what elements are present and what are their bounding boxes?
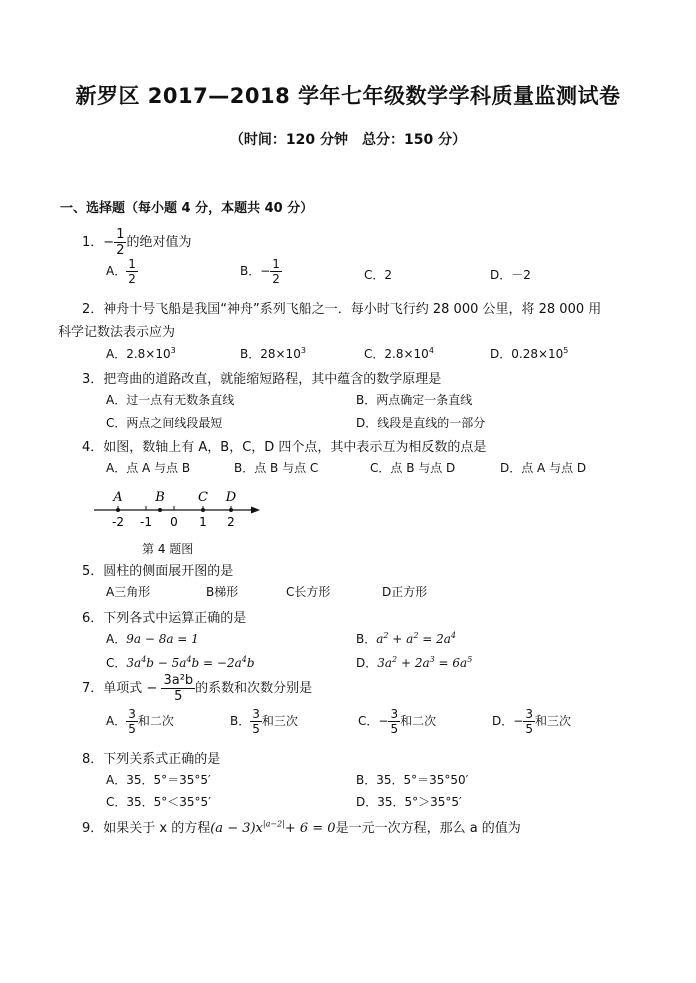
question-5: 5．圆柱的侧面展开图的是 xyxy=(82,564,234,579)
q6-option-b: B．$a^2 + a^2 = 2a^4$ xyxy=(356,631,456,646)
q1-option-b: B．− $\frac{1}{2}$ xyxy=(240,257,280,286)
q5-option-b: B梯形 xyxy=(206,585,239,599)
point-label-a: A xyxy=(113,490,123,505)
point-d-dot xyxy=(229,508,233,512)
q6-option-d: D．$3a^2 + 2a^3 = 6a^5$ xyxy=(356,655,473,670)
tick-label: 1 xyxy=(199,515,207,529)
q1-option-d: D．－2 xyxy=(490,268,531,282)
q7-option-c: C．− $\frac{3}{5}$ 和二次 xyxy=(358,707,437,736)
q4-option-b: B．点 B 与点 C xyxy=(234,461,319,475)
q7-option-d: D．− $\frac{3}{5}$ 和三次 xyxy=(492,707,571,736)
arrow-icon xyxy=(251,507,260,514)
question-8: 8．下列关系式正确的是 xyxy=(82,752,221,767)
q7-option-a: A． $\frac{3}{5}$ 和二次 xyxy=(106,707,174,736)
tick-label: 2 xyxy=(227,515,235,529)
number-line-figure xyxy=(88,486,268,534)
point-label-d: D xyxy=(225,490,237,505)
tick-label: 0 xyxy=(170,515,178,529)
question-number: 1． xyxy=(82,235,104,250)
q8-option-a: A．35．5°＝35°5′ xyxy=(106,773,211,787)
q1-option-a: A． $\frac{1}{2}$ xyxy=(106,257,136,286)
exam-title: 新罗区 2017—2018 学年七年级数学学科质量监测试卷 xyxy=(75,84,621,108)
q2-option-c: C．$2.8\times 10^4$ xyxy=(364,346,434,361)
q5-option-a: A三角形 xyxy=(106,585,151,599)
q5-option-c: C长方形 xyxy=(286,585,331,599)
point-c-dot xyxy=(201,508,205,512)
q1-option-c: C．2 xyxy=(364,268,393,282)
point-b-dot xyxy=(158,508,162,512)
q8-option-c: C．35．5°＜35°5′ xyxy=(106,795,211,809)
question-4: 4．如图，数轴上有 A，B，C，D 四个点，其中表示互为相反数的点是 xyxy=(82,440,487,455)
question-text: 的绝对值为 xyxy=(126,235,192,250)
q8-option-b: B．35．5°＝35°50′ xyxy=(356,773,469,787)
question-9: 9．如果关于 x 的方程$(a - 3)x^{|a-2|}+ 6 = 0$是一元一次方程，那么 a 的值为 xyxy=(82,819,521,836)
question-3: 3．把弯曲的道路改直，就能缩短路程，其中蕴含的数学原理是 xyxy=(82,372,442,387)
question-2-line-1: 2．神舟十号飞船是我国“神舟”系列飞船之一．每小时飞行约 28 000 公里，将 28 000 用 xyxy=(82,302,602,317)
point-a-dot xyxy=(116,508,120,512)
q5-option-d: D正方形 xyxy=(382,585,428,599)
q4-option-c: C．点 B 与点 D xyxy=(370,461,456,475)
point-label-b: B xyxy=(155,490,165,505)
figure-caption: 第 4 题图 xyxy=(142,542,194,556)
q4-option-a: A．点 A 与点 B xyxy=(106,461,191,475)
fraction-numerator: 3a²b xyxy=(163,673,194,688)
q8-option-d: D．35．5°＞35°5′ xyxy=(356,795,462,809)
equation-exponent: |a−2| xyxy=(262,819,285,829)
q2-option-a: A．$2.8\times 10^3$ xyxy=(106,346,176,361)
question-2-line-2: 科学记数法表示应为 xyxy=(58,325,176,340)
q3-option-d: D．线段是直线的一部分 xyxy=(356,416,486,430)
q3-option-b: B．两点确定一条直线 xyxy=(356,393,473,407)
q6-option-a: A．9a − 8a = 1 xyxy=(106,632,199,646)
q2-option-b: B．$28\times 10^3$ xyxy=(240,346,306,361)
exam-subtitle: （时间：120 分钟 总分：150 分） xyxy=(229,132,467,148)
q2-option-d: D．$0.28\times 10^5$ xyxy=(490,346,569,361)
section-heading: 一、选择题（每小题 4 分，本题共 40 分） xyxy=(60,201,314,216)
question-7: 7．单项式 − $\frac{\text{3a²b}}{5}$ 的系数和次数分别是 xyxy=(82,673,313,704)
fraction-numerator: 1 xyxy=(116,227,125,242)
q4-option-d: D．点 A 与点 D xyxy=(500,461,587,475)
tick-label: -1 xyxy=(140,515,152,529)
point-label-c: C xyxy=(198,490,208,505)
question-6: 6．下列各式中运算正确的是 xyxy=(82,611,247,626)
fraction-denominator: 2 xyxy=(116,243,125,258)
q3-option-a: A．过一点有无数条直线 xyxy=(106,393,235,407)
question-1: 1．− $\frac{1}{2}$ 的绝对值为 xyxy=(82,227,192,258)
tick-label: -2 xyxy=(112,515,124,529)
q6-option-c: C．$3a^4b - 5a^4b = -2a^4b$ xyxy=(106,655,255,670)
fraction-denominator: 5 xyxy=(174,689,183,704)
equation: (a − 3)x xyxy=(210,821,263,836)
q3-option-c: C．两点之间线段最短 xyxy=(106,416,223,430)
q7-option-b: B． $\frac{3}{5}$ 和三次 xyxy=(230,707,298,736)
